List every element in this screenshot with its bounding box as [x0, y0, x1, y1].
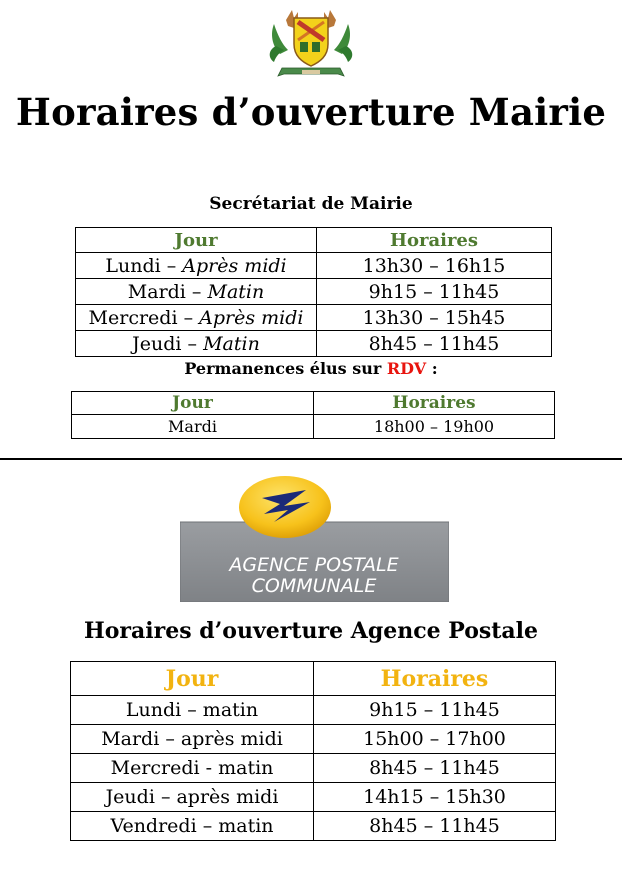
table-header-row	[71, 662, 556, 696]
day-cell: Mercredi - matin	[71, 754, 314, 783]
page-title: Horaires d’ouverture Mairie	[15, 90, 607, 134]
table-row	[76, 305, 552, 331]
rdv-label: RDV	[386, 359, 427, 378]
permanences-label: Permanences élus sur	[184, 359, 387, 378]
column-header-horaires: Horaires	[314, 392, 555, 415]
day-cell	[76, 253, 317, 279]
table-row	[71, 754, 556, 783]
permanences-suffix: :	[426, 359, 438, 378]
day-name: Jeudi	[132, 332, 182, 355]
hours-cell: 15h00 – 17h00	[314, 725, 556, 754]
day-cell: Jeudi – après midi	[71, 783, 314, 812]
hours-cell: 13h30 – 16h15	[317, 253, 552, 279]
day-separator: –	[185, 280, 208, 303]
agence-postale-title: Horaires d’ouverture Agence Postale	[83, 618, 539, 644]
permanences-table	[71, 391, 555, 439]
secretariat-heading: Secrétariat de Mairie	[209, 194, 413, 214]
day-cell	[76, 331, 317, 357]
day-cell	[76, 305, 317, 331]
table-row	[76, 253, 552, 279]
table-header-row	[76, 228, 552, 253]
section-divider	[0, 458, 622, 460]
day-name: Mercredi	[88, 306, 178, 329]
column-header-horaires: Horaires	[314, 662, 556, 696]
agence-postale-logo	[180, 476, 449, 602]
day-period: Après midi	[199, 306, 304, 329]
day-name: Lundi	[105, 254, 161, 277]
secretariat-hours-table	[75, 227, 552, 357]
hours-cell: 9h15 – 11h45	[314, 696, 556, 725]
column-header-jour: Jour	[72, 392, 314, 415]
day-period: Après midi	[182, 254, 287, 277]
table-header-row	[72, 392, 555, 415]
day-cell: Vendredi – matin	[71, 812, 314, 841]
day-period: Matin	[207, 280, 265, 303]
logo-text-line1: AGENCE POSTALE	[229, 554, 399, 576]
day-period: Matin	[203, 332, 260, 355]
day-name: Mardi	[127, 280, 186, 303]
table-row	[71, 783, 556, 812]
day-separator: –	[181, 332, 204, 355]
table-row	[76, 331, 552, 357]
hours-cell: 8h45 – 11h45	[317, 331, 552, 357]
column-header-horaires: Horaires	[317, 228, 552, 253]
table-row	[72, 415, 555, 439]
table-row	[71, 696, 556, 725]
coat-of-arms-logo	[262, 6, 360, 84]
day-cell: Lundi – matin	[71, 696, 314, 725]
table-row	[76, 279, 552, 305]
hours-cell: 14h15 – 15h30	[314, 783, 556, 812]
permanences-heading	[0, 359, 622, 378]
day-cell: Mardi	[72, 415, 314, 439]
hours-cell: 13h30 – 15h45	[317, 305, 552, 331]
table-row	[71, 812, 556, 841]
day-separator: –	[160, 254, 183, 277]
table-row	[71, 725, 556, 754]
day-separator: –	[177, 306, 200, 329]
agence-postale-hours-table	[70, 661, 556, 841]
hours-cell: 9h15 – 11h45	[317, 279, 552, 305]
hours-cell: 8h45 – 11h45	[314, 812, 556, 841]
day-cell	[76, 279, 317, 305]
column-header-jour: Jour	[71, 662, 314, 696]
day-cell: Mardi – après midi	[71, 725, 314, 754]
column-header-jour: Jour	[76, 228, 317, 253]
hours-cell: 18h00 – 19h00	[314, 415, 555, 439]
logo-text-line2: COMMUNALE	[251, 575, 377, 597]
hours-cell: 8h45 – 11h45	[314, 754, 556, 783]
